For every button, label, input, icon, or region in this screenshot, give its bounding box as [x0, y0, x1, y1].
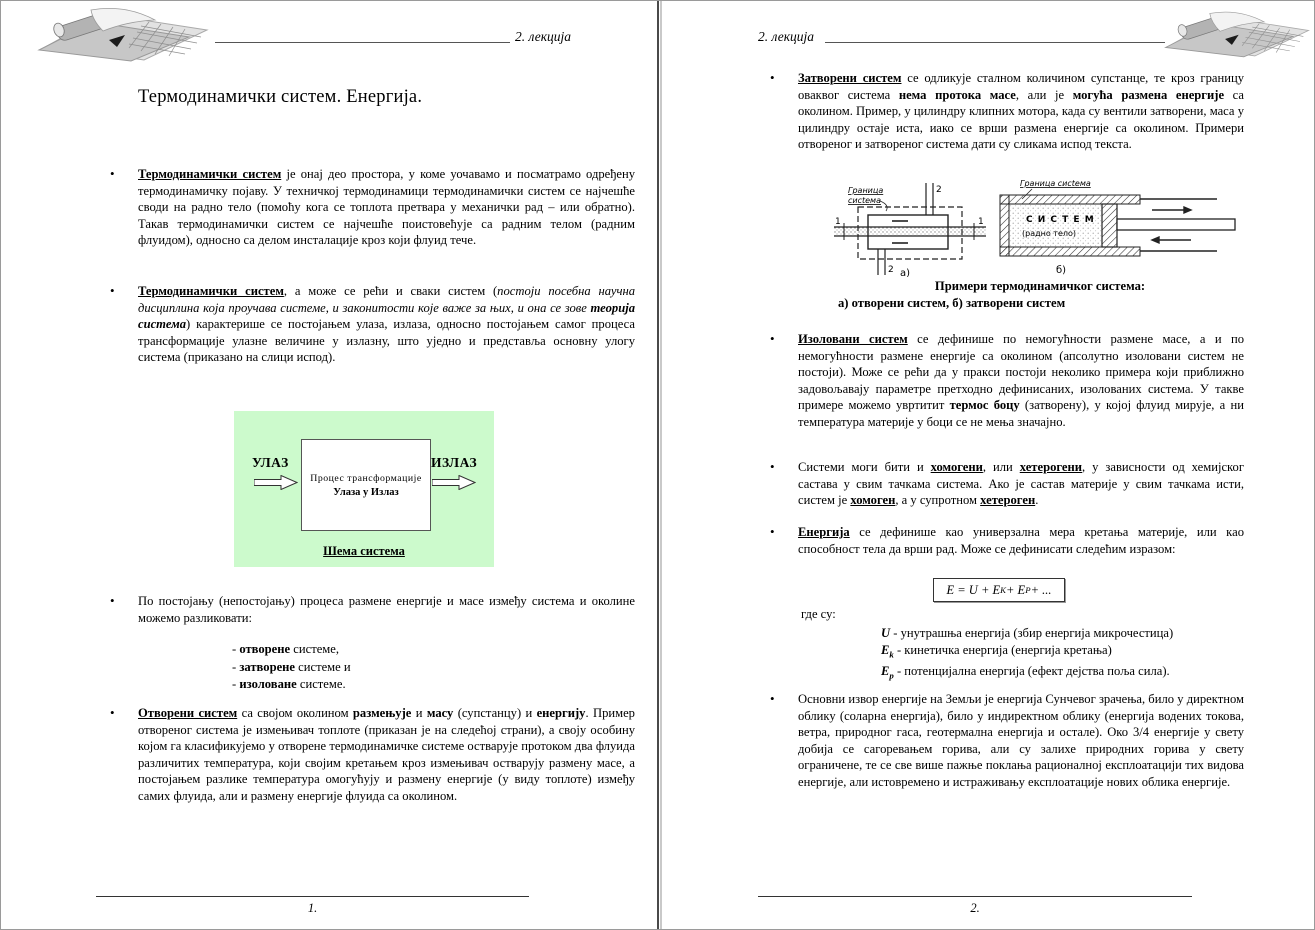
input-label: УЛАЗ	[252, 455, 289, 470]
process-box	[301, 439, 431, 531]
page-number: 1.	[307, 901, 318, 915]
port-2-label-bottom: 2	[888, 265, 894, 275]
figure-caption-line1: Примери термодинамичког система:	[934, 279, 1146, 293]
paragraph-thermodynamic-system-1: • Термодинамички систем је онај део простора, у коме уочавамо и посматрамо одређену термодинамичку појаву. У техничкој термодинамици термодинамички систем се најчешће своди на радно тело (помоћу кога се топлота претвара у механички рад – или обратно). Такав термодинамички систем се најчешће поистовећује са радним телом (радним флуидом), односно са делом инсталације кроз који флуид тече.	[138, 166, 635, 249]
header-lecture-label: 2. лекција	[758, 29, 815, 44]
list-item: - затворене системе и	[232, 659, 351, 674]
port-1-label-left: 1	[835, 217, 841, 227]
system-label-line1: С И С Т Е М	[1026, 215, 1095, 225]
paper-clipart-image	[1157, 3, 1315, 63]
paragraph-homogeneous-heterogeneous: • Системи моги бити и хомогени, или хетерогени, у зависности од хемијског састава у свим тачкама система. Ако је састав материје у свим тачкама исти, систем је хомоген, а у супротном хетероген.	[798, 459, 1244, 509]
paragraph-closed-system: • Затворени систем се одликује сталном количином супстанце, те кроз границу оваквог система нема протока масе, али је могућа размена енергије са околином. Пример, у цилиндру клипних мотора, када су вентили затворени, маса у цилиндру остаје иста, иако се врши размена енергије са околином. Примери отвореног и затвореног система дати су сликама испод текста.	[798, 70, 1244, 153]
list-item: - отворене системе,	[232, 642, 339, 656]
paragraph-thermodynamic-system-2: • Термодинамички систем, а може се рећи и сваки систем (постоји посебна научна дисциплина која проучава системе, и законитости које важе за њих, и она се зове теорија система) карактерише се постојањем улаза, излаза, односно постојањем самог процеса трансформације улазне величине у излазну, што уједно и представља основну улогу система (приказано на слици испод).	[138, 283, 635, 366]
page-title: Термодинамички систем. Енергија.	[138, 87, 423, 107]
definition-internal-energy: U - унутрашња енергија (збир енергија микрочестица)	[881, 626, 1174, 640]
port-1-label-right: 1	[978, 217, 984, 227]
output-label: ИЗЛАЗ	[431, 455, 478, 470]
page-1	[1, 1, 657, 930]
page-divider	[657, 1, 659, 930]
open-system-figure	[834, 183, 986, 277]
where-label: где су:	[801, 607, 836, 621]
definition-potential-energy: $E_p$ - потенцијална енергија (ефект дејства поља сила).	[881, 663, 1170, 681]
footer-rule	[96, 896, 529, 897]
port-2-label-top: 2	[936, 185, 942, 195]
figure-caption-line2: а) отворени систем, б) затворени систем	[838, 296, 1066, 310]
scheme-caption: Шема система	[323, 544, 405, 558]
energy-formula: E = U + E K + E P + ...	[933, 578, 1065, 602]
subfigure-a-label: а)	[900, 268, 911, 277]
process-box-line2: Улаза у Излаз	[333, 486, 399, 498]
paragraph-isolated-system: • Изоловани систем се дефинише по немогућности размене масе, а и по немогућности размене енергије са околином (апсолутно изоловани систем не постоји). Може се рећи да у пракси постоји неколико примера који приближно задовољавају параметре претходно дефинисаних, изолованих система. У такве примере можемо увртитит термос боцу (затворену), у којој флуид мирује, а ни температура материје у боци се не мења значајно.	[798, 331, 1244, 431]
subfigure-b-label: б)	[1056, 265, 1067, 276]
paragraph-system-classification: • По постојању (непостојању) процеса размене енергије и масе између система и околине можемо разликовати:	[138, 593, 635, 626]
header-lecture-label: 2. лекција	[515, 29, 572, 44]
system-scheme-diagram	[234, 411, 494, 567]
input-arrow-icon	[254, 475, 298, 490]
list-item: - изоловане системе.	[232, 677, 346, 691]
header-rule	[825, 42, 1165, 43]
definition-kinetic-energy: $E_k$ - кинетичка енергија (енергија кретања)	[881, 642, 1112, 660]
header-rule	[215, 42, 510, 43]
page-divider-shadow	[660, 1, 662, 930]
system-types-list	[232, 641, 351, 694]
page-number: 2.	[970, 901, 980, 915]
boundary-label: Граница сисtема	[1020, 179, 1091, 188]
paper-clipart-image	[29, 4, 217, 62]
boundary-label: сисtема	[848, 196, 881, 205]
system-label-line2: (радно тело)	[1022, 229, 1077, 238]
process-box-line1: Процес трансформације	[310, 472, 422, 484]
closed-system-figure	[992, 177, 1242, 277]
footer-rule	[758, 896, 1192, 897]
page-2	[662, 1, 1315, 930]
symbol-definitions	[881, 625, 1173, 684]
boundary-label: Граница	[848, 186, 884, 195]
output-arrow-icon	[432, 475, 476, 490]
paragraph-energy-sources: • Основни извор енергије на Земљи је енергија Сунчевог зрачења, било у директном облику (соларна енергија), било у индиректном облику (енергија водених токова, ветра, природног гаса, геотермална енергија и остале). Око 3/4 енергије у свету добија се сагоревањем горива, али су залихе природних горива у свету ограничене, те се све више пажње поклања рационалној експлоатацији тих видова енергије, али истовремено и истраживању експлоатације нових облика енергије.	[798, 691, 1244, 791]
paragraph-open-system: • Отворени систем са својом околином размењује и масу (супстанцу) и енергију. Пример отвореног система је измењивач топлоте (приказан је на следећој страни), а своју особину којом га класификујемо у отворене термодинамичке системе остварује протоком два флуида различитих температура, који својим кретањем кроз измењивач остварују размену масе, а постојањем разлике температура омогућују и размену енергије (у виду топлоте) између самих флуида, али и размену енергије флуида са околином.	[138, 705, 635, 805]
paragraph-energy-definition: • Енергија се дефинише као универзална мера кретања материје, или као способност тела да врши рад. Може се дефинисати следећим изразом:	[798, 524, 1244, 557]
